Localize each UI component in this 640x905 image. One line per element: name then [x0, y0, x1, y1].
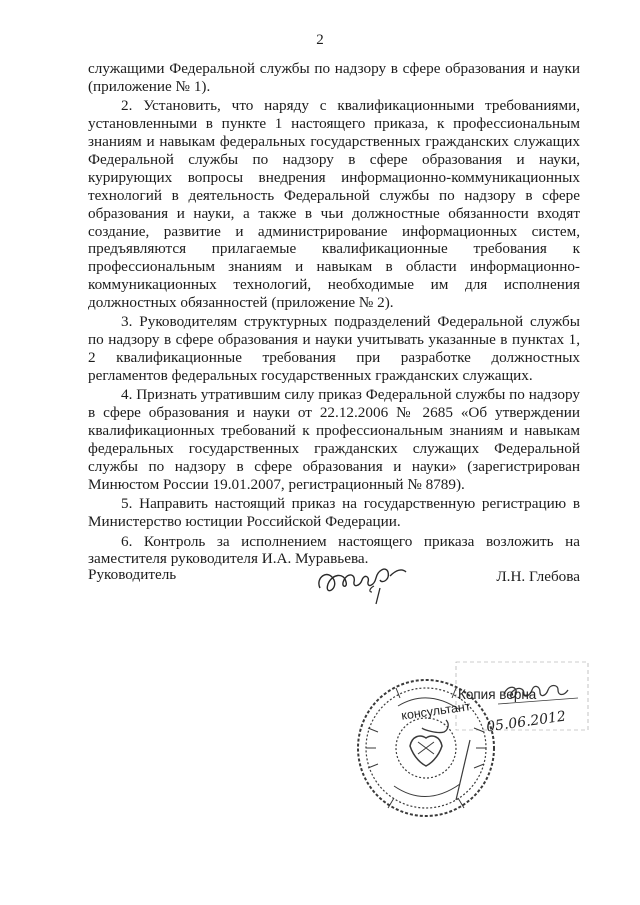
paragraph-p6: 6. Контроль за исполнением настоящего приказа возложить на заместителя руководителя И.А. Муравьева.: [88, 532, 580, 568]
paragraph-p0: служащими Федеральной службы по надзору в сфере образования и науки (приложение № 1).: [88, 60, 580, 95]
handwritten-signature: [310, 558, 420, 608]
signature-block: [88, 560, 580, 612]
page-number: 2: [316, 32, 324, 48]
document-body: [88, 60, 580, 570]
certification-stamp: [338, 658, 598, 828]
signatory-position: Руководитель: [88, 566, 177, 583]
paragraph-p3: 3. Руководителям структурных подразделений Федеральной службы по надзору в сфере образования и науки учитывать указанные в пунктах 1, 2 квалификационные требования при разработке должностных регламентов федеральных государственных гражданских служащих.: [88, 313, 580, 385]
paragraph-p5: 5. Направить настоящий приказ на государственную регистрацию в Министерство юстиции Российской Федерации.: [88, 495, 580, 531]
paragraph-p4: 4. Признать утратившим силу приказ Федеральной службы по надзору в сфере образования и науки от 22.12.2006 № 2685 «Об утверждении квалификационных требований к профессиональным знаниям и навыкам федеральных государственных гражданских служащих Федеральной службы по надзору в сфере образования и науки» (зарегистрирован Минюстом России 19.01.2007, регистрационный № 8789).: [88, 386, 580, 494]
signatory-name: Л.Н. Глебова: [496, 568, 580, 585]
certification-role: консультант: [400, 699, 472, 723]
official-seal: [338, 658, 598, 828]
certification-date: 05.06.2012: [485, 708, 567, 736]
certification-label: Копия верна: [458, 687, 537, 702]
paragraph-p2: 2. Установить, что наряду с квалификационными требованиями, установленными в пункте 1 настоящего приказа, к профессиональным знаниям и навыкам федеральных государственных гражданских служащих Федеральной службы по надзору в сфере образования и науки, курирующих вопросы внедрения информационно-коммуникационных технологий в деятельность Федеральной службы по надзору в сфере образования и науки, а также в чьи должностные обязанности входят создание, развитие и администрирование информационных систем, предъявляются прилагаемые квалификационные требования к профессиональным знаниям и навыкам в области информационно-коммуникационных технологий, необходимые им для исполнения должностных обязанностей (приложение № 2).: [88, 97, 580, 312]
